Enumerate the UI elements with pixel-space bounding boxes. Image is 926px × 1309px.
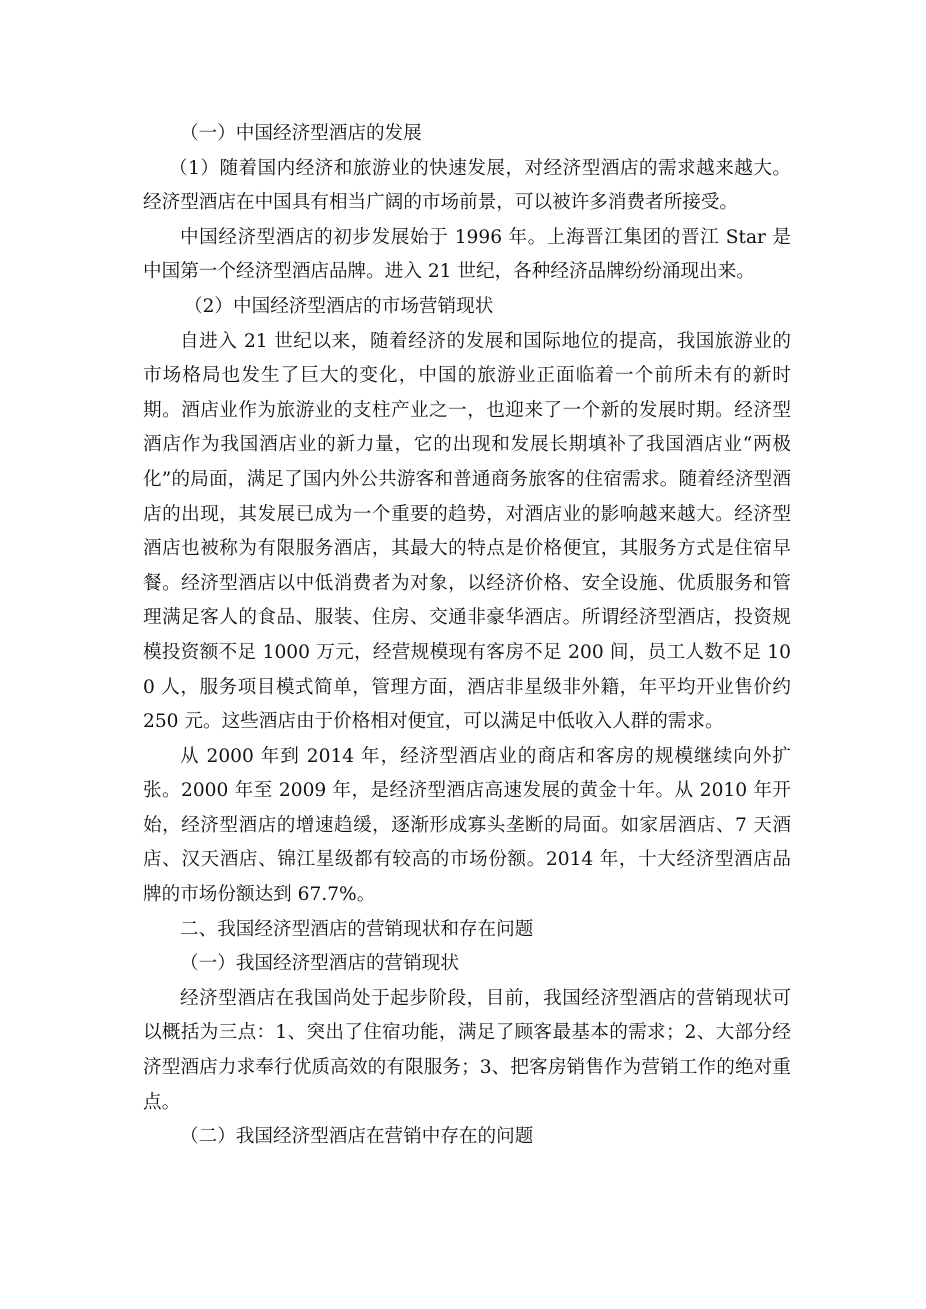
body-paragraph: 自进入 21 世纪以来，随着经济的发展和国际地位的提高，我国旅游业的市场格局也发生了巨大的变化，中国的旅游业正面临着一个前所未有的新时期。酒店业作为旅游业的支柱产业之一，也迎来了一个新的发展时期。经济型酒店作为我国酒店业的新力量，它的出现和发展长期填补了我国酒店业“两极化”的局面，满足了国内外公共游客和普通商务旅客的住宿需求。随着经济型酒店的出现，其发展已成为一个重要的趋势，对酒店业的影响越来越大。经济型酒店也被称为有限服务酒店，其最大的特点是价格便宜，其服务方式是住宿早餐。经济型酒店以中低消费者为对象，以经济价格、安全设施、优质服务和管理满足客人的食品、服装、住房、交通非豪华酒店。所谓经济型酒店，投资规模投资额不足 1000 万元，经营规模现有客房不足 200 间，员工人数不足 100 人，服务项目模式简单，管理方面，酒店非星级非外籍，年平均开业售价约 250 元。这些酒店由于价格相对便宜，可以满足中低收入人群的需求。 [143, 330, 791, 733]
section-heading: （二）我国经济型酒店在营销中存在的问题 [180, 1126, 534, 1148]
body-paragraph: 经济型酒店在我国尚处于起步阶段，目前，我国经济型酒店的营销现状可以概括为三点：1、突出了住宿功能，满足了顾客最基本的需求；2、大部分经济型酒店力求奉行优质高效的有限服务；3、把客房销售作为营销工作的绝对重点。 [143, 987, 791, 1113]
body-paragraph: 从 2000 年到 2014 年，经济型酒店业的商店和客房的规模继续向外扩张。2000 年至 2009 年，是经济型酒店高速发展的黄金十年。从 2010 年开始，经济型酒店的增速趋缓，逐渐形成寡头垄断的局面。如家居酒店、7 天酒店、汉天酒店、锦江星级都有较高的市场份额。2014 年，十大经济型酒店品牌的市场份额达到 67.7%。 [143, 745, 791, 906]
body-paragraph: （1）随着国内经济和旅游业的快速发展，对经济型酒店的需求越来越大。经济型酒店在中国具有相当广阔的市场前景，可以被许多消费者所接受。 [143, 157, 791, 214]
section-heading: （一）中国经济型酒店的发展 [180, 123, 422, 144]
subsection-heading: （2）中国经济型酒店的市场营销现状 [184, 295, 494, 317]
document-body [143, 117, 791, 1155]
chapter-heading: 二、我国经济型酒店的营销现状和存在问题 [180, 918, 534, 940]
section-heading: （一）我国经济型酒店的营销现状 [180, 953, 459, 975]
body-paragraph: 中国经济型酒店的初步发展始于 1996 年。上海晋江集团的晋江 Star 是中国第一个经济型酒店品牌。进入 21 世纪，各种经济品牌纷纷涌现出来。 [143, 226, 791, 283]
